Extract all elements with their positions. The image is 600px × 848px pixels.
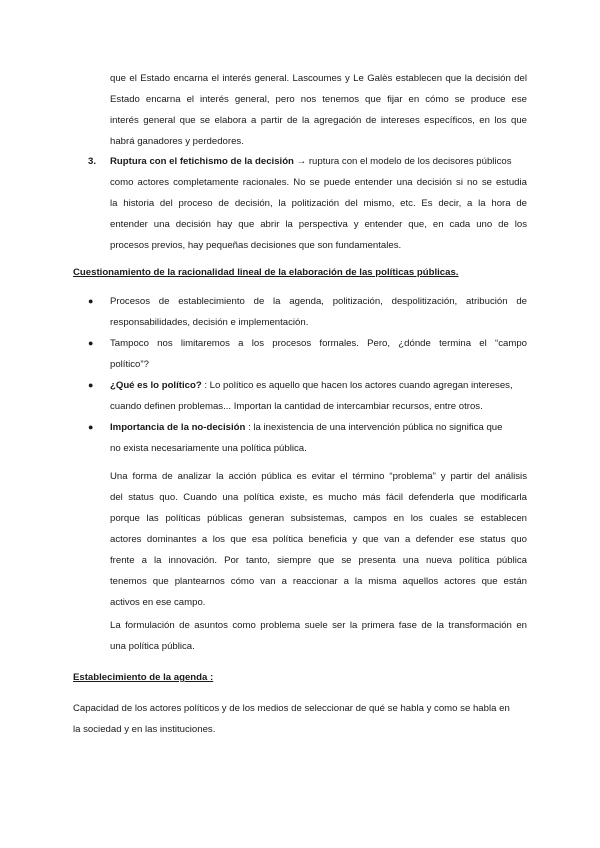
text-line: interés general que se elabora a partir de la agregación de intereses específicos, en los que bbox=[110, 115, 527, 126]
text-line: Estado encarna el interés general, pero nos tenemos que fijar en cómo se produce ese bbox=[110, 94, 527, 105]
body-paragraph bbox=[110, 615, 527, 657]
bullet-icon: ● bbox=[88, 380, 94, 390]
text-line: como actores completamente racionales. No se puede entender una decisión si no se estudia bbox=[110, 177, 527, 188]
text-line: habrá ganadores y perdedores. bbox=[110, 136, 244, 147]
text-line: frente a la innovación. Por tanto, siempre que se presenta una nueva política pública bbox=[110, 555, 527, 566]
bullet-icon: ● bbox=[88, 296, 94, 306]
list-number: 3. bbox=[88, 156, 97, 167]
bullet-item bbox=[110, 375, 527, 417]
text-line: Tampoco nos limitaremos a los procesos formales. Pero, ¿dónde termina el “campo bbox=[110, 338, 527, 349]
text-line: activos en ese campo. bbox=[110, 597, 206, 608]
text-line: Una forma de analizar la acción pública es evitar el término “problema” y partir del análisis bbox=[110, 471, 527, 482]
text-line: del status quo. Cuando una política existe, es mucho más fácil defenderla que modificarla bbox=[110, 492, 527, 503]
text-line: que el Estado encarna el interés general. Lascoumes y Le Galès establecen que la decisión del bbox=[110, 73, 527, 84]
text-line: tenemos que plantearnos cómo van a reaccionar a la misma aquellos actores que están bbox=[110, 576, 527, 587]
section-heading: Cuestionamiento de la racionalidad lineal de la elaboración de las políticas públicas. bbox=[73, 267, 459, 278]
text-line: responsabilidades, decisión e implementación. bbox=[110, 317, 309, 328]
bullet-icon: ● bbox=[88, 422, 94, 432]
text-line: una política pública. bbox=[110, 641, 195, 652]
bullet-lead: Importancia de la no-decisión bbox=[110, 422, 246, 433]
section-heading: Establecimiento de la agenda : bbox=[73, 672, 214, 683]
text-line: Procesos de establecimiento de la agenda, politización, despolitización, atribución de bbox=[110, 296, 527, 307]
bullet-lead: ¿Qué es lo político? bbox=[110, 380, 202, 391]
bullet-icon: ● bbox=[88, 338, 94, 348]
text-line: actores dominantes a los que esa política beneficia y que van a defender ese status quo bbox=[110, 534, 527, 545]
text-line: no exista necesariamente una política pública. bbox=[110, 443, 307, 454]
item-title: Ruptura con el fetichismo de la decisión bbox=[110, 156, 294, 167]
text-line: procesos previos, hay pequeñas decisiones que son fundamentales. bbox=[110, 240, 402, 251]
text-line: la historia del proceso de decisión, la politización del mismo, etc. Es decir, a la hora de bbox=[110, 198, 527, 209]
text-line: Capacidad de los actores políticos y de los medios de seleccionar de qué se habla y como se habla en bbox=[73, 703, 510, 714]
text-line: la sociedad y en las instituciones. bbox=[73, 724, 216, 735]
text-line: político”? bbox=[110, 359, 149, 370]
text-line: : la inexistencia de una intervención pública no significa que bbox=[245, 422, 503, 433]
bullet-item bbox=[110, 291, 527, 333]
bullet-item bbox=[110, 417, 527, 459]
text-line: porque las políticas públicas generan subsistemas, campos en los cuales se establecen bbox=[110, 513, 527, 524]
text-line: La formulación de asuntos como problema suele ser la primera fase de la transformación en bbox=[110, 620, 527, 631]
bullet-item bbox=[110, 333, 527, 375]
numbered-item-3 bbox=[110, 151, 527, 256]
text-line: cuando definen problemas... Importan la cantidad de intercambiar recursos, entre otros. bbox=[110, 401, 483, 412]
body-paragraph bbox=[110, 466, 527, 613]
intro-paragraph bbox=[110, 68, 527, 152]
body-paragraph bbox=[73, 698, 527, 740]
text-line: entender una decisión hay que abrir la perspectiva y entender que, en cada uno de los bbox=[110, 219, 527, 230]
item-text: → ruptura con el modelo de los decisores públicos bbox=[296, 156, 512, 167]
text-line: : Lo político es aquello que hacen los actores cuando agregan intereses, bbox=[201, 380, 513, 391]
